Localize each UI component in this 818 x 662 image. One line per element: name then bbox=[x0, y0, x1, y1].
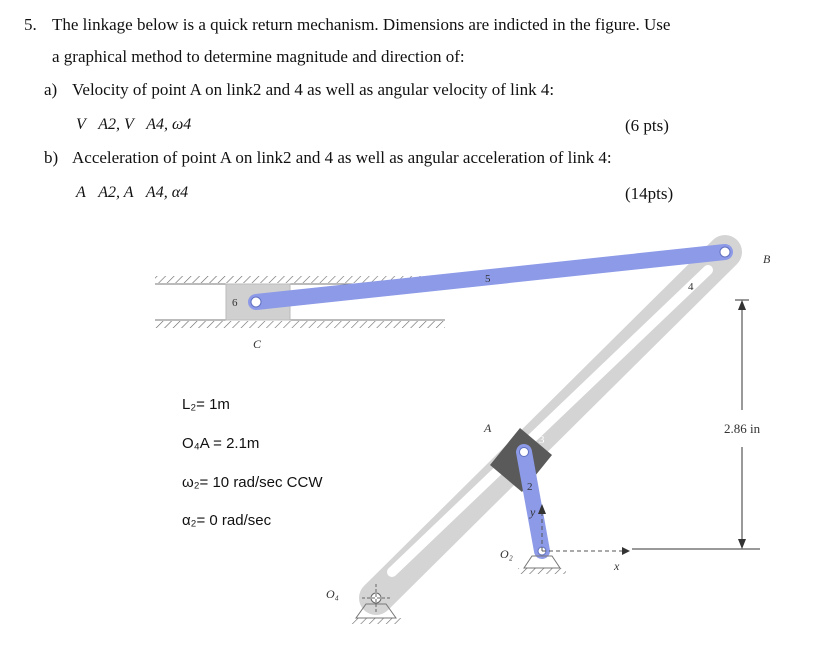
label-link-2: 2 bbox=[527, 481, 533, 493]
label-x: x bbox=[614, 559, 620, 573]
joint-B bbox=[720, 247, 730, 257]
part-b-text: Acceleration of point A on link2 and 4 as well as angular acceleration of link 4: bbox=[72, 148, 612, 167]
label-O4: O₄ bbox=[326, 587, 339, 601]
part-b-variables: A⃗A2, A⃗A4, α4 bbox=[76, 184, 189, 201]
problem-intro-line2: a graphical method to determine magnitude and direction of: bbox=[52, 47, 465, 66]
given-alpha2: α₂= 0 rad/sec bbox=[182, 512, 272, 529]
label-link-3: 3 bbox=[539, 434, 545, 446]
label-O2: O₂ bbox=[500, 547, 513, 561]
label-A: A bbox=[484, 421, 492, 435]
slider-guide-bottom bbox=[155, 320, 445, 328]
part-a-text: Velocity of point A on link2 and 4 as well as angular velocity of link 4: bbox=[72, 80, 555, 99]
part-a-points: (6 pts) bbox=[625, 116, 669, 135]
problem-number: 5. bbox=[24, 15, 37, 34]
given-omega2: ω₂= 10 rad/sec CCW bbox=[182, 474, 323, 491]
problem-intro-line1: The linkage below is a quick return mechanism. Dimensions are indicted in the figure. Use bbox=[52, 15, 671, 34]
part-b-marker: b) bbox=[44, 148, 59, 167]
joint-A bbox=[520, 448, 529, 457]
axes bbox=[538, 504, 630, 555]
label-B: B bbox=[763, 252, 771, 266]
part-a-variables: V⃗A2, V⃗A4, ω4 bbox=[76, 116, 192, 133]
label-link-5: 5 bbox=[485, 273, 491, 285]
label-link-6: 6 bbox=[232, 297, 238, 309]
given-l2: L₂= 1m bbox=[182, 396, 230, 413]
link-4 bbox=[376, 252, 725, 598]
joint-C bbox=[251, 297, 261, 307]
part-b-points: (14pts) bbox=[625, 184, 674, 203]
label-y: y bbox=[530, 505, 536, 519]
label-C: C bbox=[253, 337, 262, 351]
part-a-marker: a) bbox=[44, 80, 58, 99]
dimension-label: 2.86 in bbox=[724, 421, 761, 436]
label-link-4: 4 bbox=[688, 281, 694, 293]
given-o4a: O₄A = 2.1m bbox=[182, 435, 260, 452]
